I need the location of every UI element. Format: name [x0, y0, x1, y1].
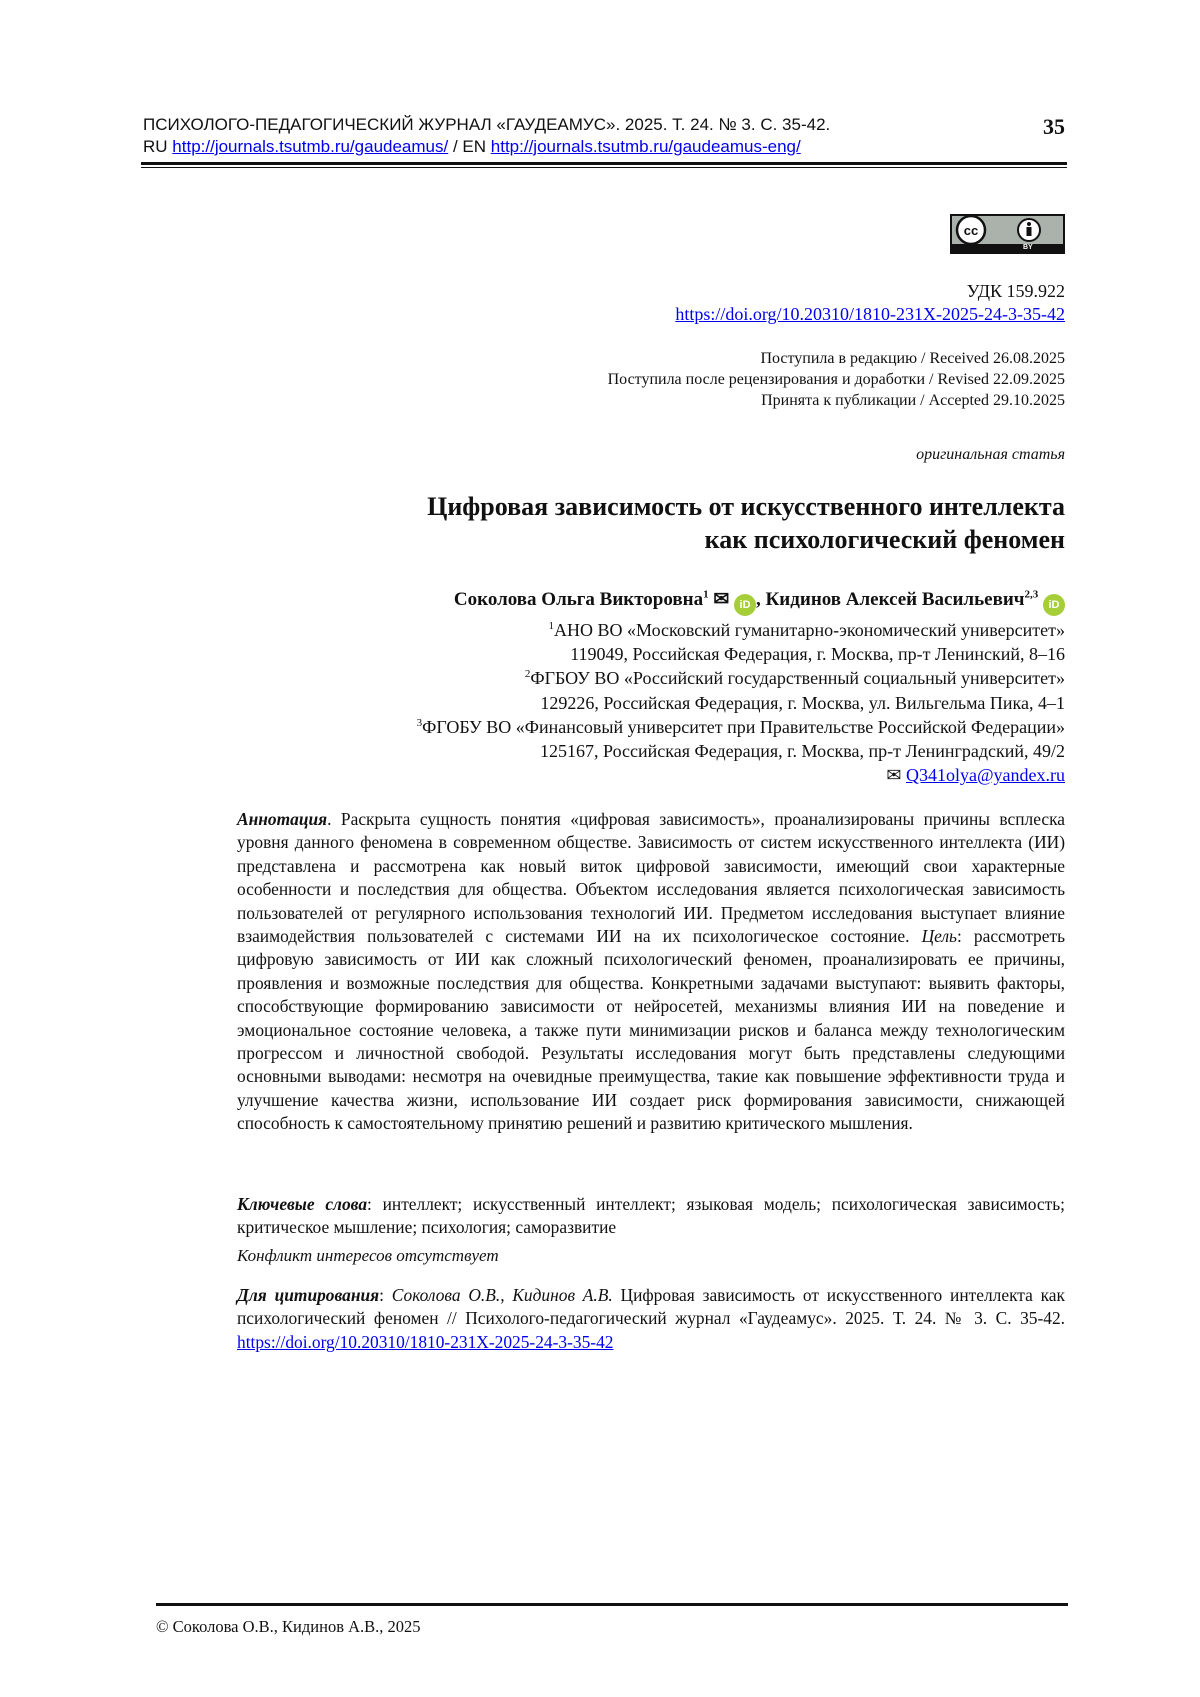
en-journal-link[interactable]: http://journals.tsutmb.ru/gaudeamus-eng/	[490, 137, 801, 156]
header-rule-thin	[141, 167, 1067, 168]
affiliation-1-name: $^1$АНО ВО «Московский гуманитарно-экономический университет»	[548, 620, 1065, 640]
header-rule	[141, 162, 1067, 165]
affiliation-1-address: 119049, Российская Федерация, г. Москва, пр-т Ленинский, 8–16	[570, 644, 1065, 665]
affiliation-3-name: $^3$ФГОБУ ВО «Финансовый университет при Правительстве Российской Федерации»	[416, 716, 1065, 737]
citation: Для цитирования: Соколова О.В., Кидинов А.В. Цифровая зависимость от искусственного интеллекта как психологический феномен // Психолого-педагогический журнал «Гаудеамус». 2025. Т. 24. № 3. С. 35-42. https://doi.org/10.20310/1810-231X-2025-24-3-35-42	[237, 1285, 1065, 1352]
ru-label: RU	[143, 137, 168, 156]
email-link[interactable]: Q341olya@yandex.ru	[905, 765, 1065, 786]
orcid-icon[interactable]: iD	[1043, 594, 1065, 616]
abstract-text-2: : рассмотреть цифровую зависимость от ИИ как сложный психологический феномен, проанализировать ее причины, проявления и возможные последствия для общества. Конкретными задачами выступают: выявить факторы, способствующие формированию зависимости от нейросетей, механизмы влияния ИИ на поведение и эмоциональное состояние человека, а также пути минимизации рисков и баланса между технологическим прогрессом и личностной свободой. Результаты исследования могут быть представлены следующими основными выводами: несмотря на очевидные преимущества, такие как повышение эффективности труда и улучшение качества жизни, использование ИИ создает риск формирования зависимости, снижающей способность к самостоятельному принятию решений и развитию критического мышления.	[237, 926, 1065, 1134]
abstract-text-1: . Раскрыта сущность понятия «цифровая зависимость», проанализированы причины всплеска уровня данного феномена в современном обществе. Зависимость от систем искусственного интеллекта (ИИ) представлена и рассмотрена как новый виток цифровой зависимости, имеющий свои характерные особенности и последствия для общества. Объектом исследования является психологическая зависимость пользователей от регулярного использования технологий ИИ. Предметом исследования выступает влияние взаимодействия пользователей с системами ИИ на их психологическое состояние.	[237, 809, 1065, 947]
keywords-label: Ключевые слова	[237, 1194, 368, 1214]
dates-block	[400, 348, 1065, 411]
title-line-1: Цифровая зависимость от искусственного интеллекта	[427, 492, 1065, 521]
affiliation-2-name: $^2$ФГБОУ ВО «Российский государственный социальный университет»	[524, 668, 1065, 689]
goal-label: Цель	[921, 926, 957, 947]
doi-link[interactable]: https://doi.org/10.20310/1810-231X-2025-24-3-35-42	[675, 304, 1065, 324]
author-2-affiliation-sup: 2,3	[1024, 588, 1039, 601]
accepted-date: Принята к публикации / Accepted 29.10.2025	[761, 392, 1065, 409]
affiliations-block	[200, 618, 1065, 787]
article-title	[300, 490, 1065, 556]
author-1-name: Соколова Ольга Викторовна	[453, 589, 704, 610]
revised-date: Поступила после рецензирования и доработки / Revised 22.09.2025	[607, 371, 1065, 388]
citation-doi-link[interactable]: https://doi.org/10.20310/1810-231X-2025-24-3-35-42	[237, 1331, 614, 1352]
running-header	[143, 114, 1065, 158]
email-line	[200, 763, 1065, 787]
orcid-icon[interactable]: iD	[734, 594, 756, 616]
cc-by-license-badge[interactable]	[950, 214, 1065, 254]
author-1-affiliation-sup: 1	[703, 588, 709, 601]
received-date: Поступила в редакцию / Received 26.08.2025	[760, 350, 1065, 367]
footer-rule	[156, 1603, 1068, 1606]
by-label: BY	[1023, 244, 1033, 251]
keywords-text: : интеллект; искусственный интеллект; языковая модель; психологическая зависимость; критическое мышление; психология; саморазвитие	[237, 1194, 1065, 1238]
citation-label: Для цитирования	[237, 1285, 380, 1305]
conflict-of-interest: Конфликт интересов отсутствует	[237, 1246, 499, 1265]
udk-code: УДК 159.922	[966, 281, 1065, 301]
citation-authors: Соколова О.В., Кидинов А.В.	[391, 1285, 613, 1305]
title-line-2: как психологический феномен	[704, 525, 1065, 554]
abstract	[237, 808, 1065, 1136]
journal-urls	[143, 136, 1065, 158]
cc-by-icon	[951, 215, 1066, 255]
copyright: © Соколова О.В., Кидинов А.В., 2025	[156, 1617, 421, 1636]
mail-icon: ✉	[713, 589, 730, 610]
abstract-label: Аннотация	[237, 809, 328, 829]
email-icon: ✉	[886, 765, 902, 786]
page-number: 35	[1043, 114, 1065, 139]
author-separator: ,	[756, 589, 761, 610]
authors-line	[200, 588, 1065, 616]
affiliation-2-address: 129226, Российская Федерация, г. Москва, ул. Вильгельма Пика, 4–1	[540, 692, 1065, 713]
ru-journal-link[interactable]: http://journals.tsutmb.ru/gaudeamus/	[172, 137, 449, 156]
author-2-name: Кидинов Алексей Васильевич	[765, 589, 1025, 610]
keywords	[237, 1193, 1065, 1240]
udk-block	[600, 280, 1065, 326]
journal-line: ПСИХОЛОГО-ПЕДАГОГИЧЕСКИЙ ЖУРНАЛ «ГАУДЕАМУС». 2025. Т. 24. № 3. С. 35-42.	[143, 115, 831, 134]
url-separator: / EN	[452, 137, 487, 156]
svg-text:cc: cc	[963, 223, 979, 238]
affiliation-3-address: 125167, Российская Федерация, г. Москва, пр-т Ленинградский, 49/2	[540, 741, 1065, 762]
article-type: оригинальная статья	[916, 446, 1065, 463]
citation-text: Цифровая зависимость от искусственного интеллекта как психологический феномен // Психолого-педагогический журнал «Гаудеамус». 2025. Т. 24. № 3. С. 35-42.	[237, 1285, 1065, 1329]
